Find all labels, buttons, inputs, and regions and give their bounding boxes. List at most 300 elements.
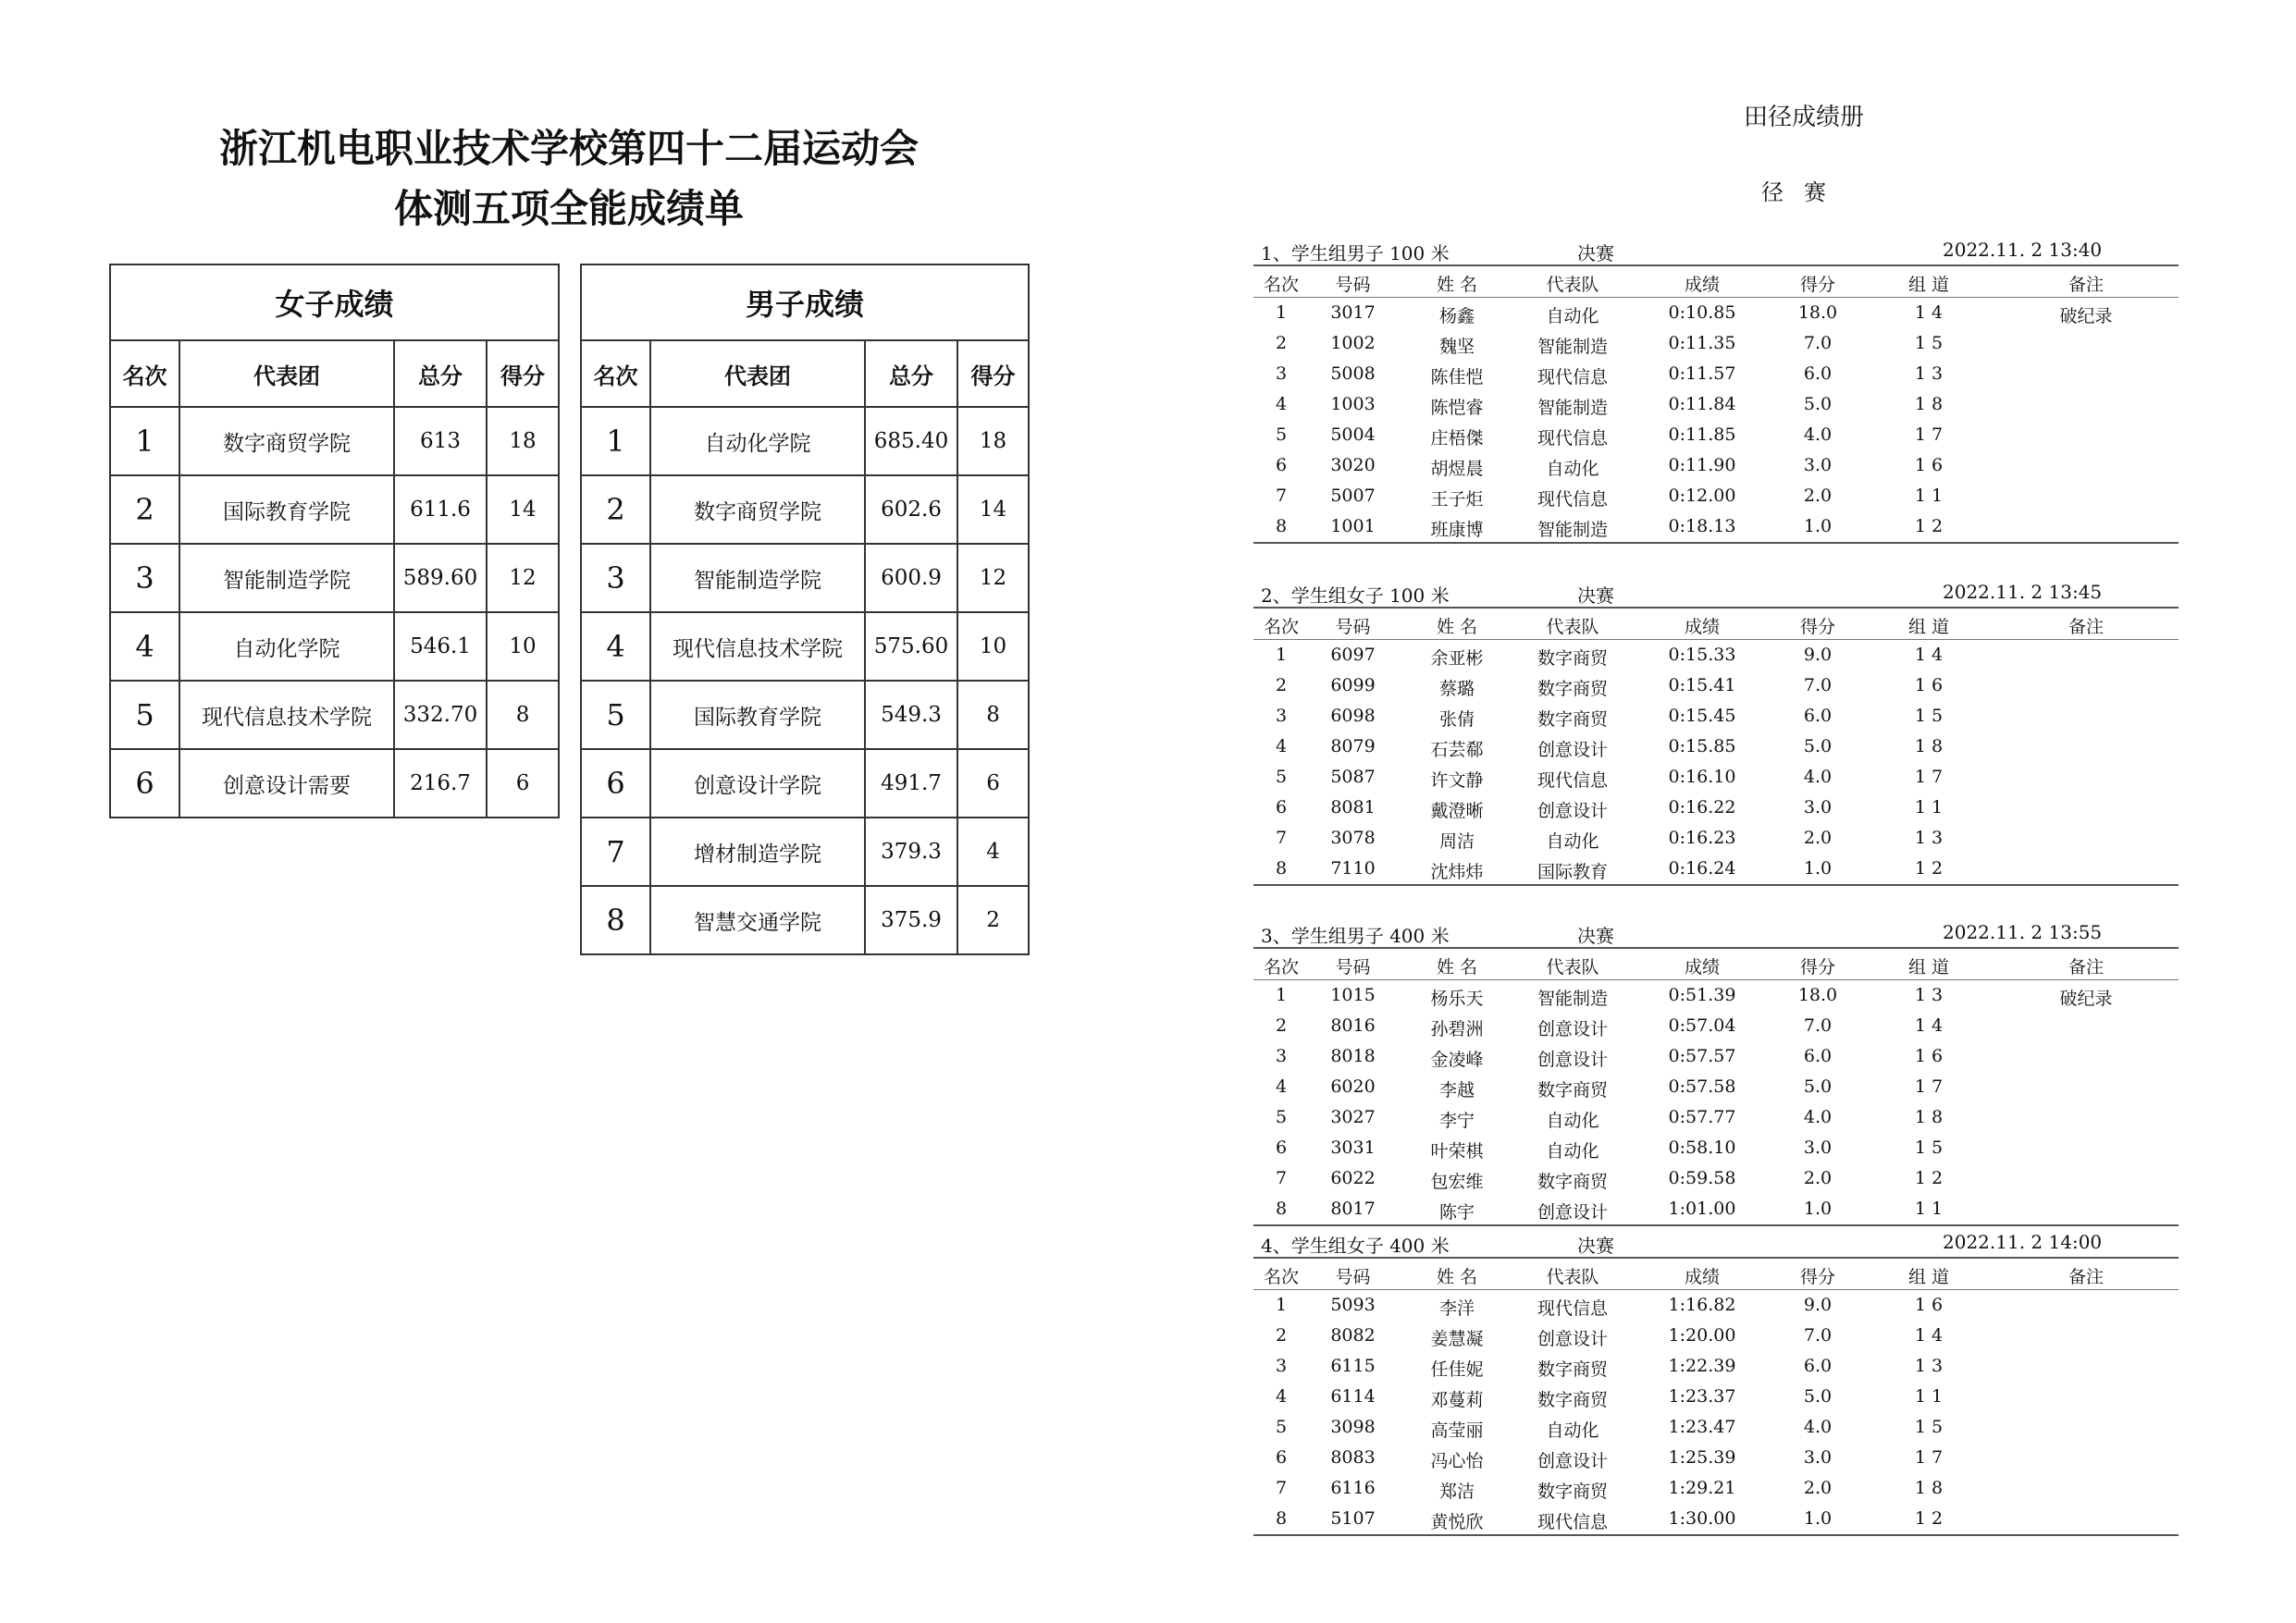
points: 3.0 [1803, 1447, 1833, 1468]
group-lane: 1 4 [1914, 1015, 1944, 1036]
rank: 6 [1275, 1447, 1288, 1468]
female-table-body [110, 407, 559, 818]
athlete-name: 李宁 [1438, 1111, 1475, 1131]
event-name: 1、学生组男子 100 米 [1261, 242, 1450, 264]
bib-number: 6020 [1330, 1076, 1376, 1097]
athlete-name: 庄梧傑 [1430, 428, 1484, 449]
points-cell: 10 [957, 612, 1029, 681]
team: 自动化 [1546, 1141, 1599, 1162]
header-team: 代表团 [179, 340, 394, 407]
points: 18.0 [1797, 985, 1838, 1005]
result-row [1253, 389, 2179, 420]
bib-number: 5004 [1330, 424, 1376, 445]
team: 创意设计 [1537, 1050, 1608, 1070]
col-number: 号码 [1335, 957, 1371, 977]
group-lane: 1 3 [1914, 828, 1944, 848]
group-lane: 1 5 [1914, 333, 1944, 353]
bib-number: 5087 [1330, 767, 1376, 787]
bib-number: 6099 [1330, 675, 1376, 695]
group-lane: 1 6 [1914, 455, 1944, 475]
header-total: 总分 [865, 340, 957, 407]
col-points: 得分 [1799, 617, 1835, 637]
rank-cell: 1 [581, 407, 650, 475]
team: 现代信息 [1537, 1512, 1608, 1532]
result: 0:57.58 [1668, 1076, 1736, 1097]
group-lane: 1 7 [1914, 424, 1944, 445]
col-group-lane: 组 道 [1907, 1267, 1950, 1287]
col-rank: 名次 [1263, 957, 1299, 977]
athlete-name: 张倩 [1438, 709, 1475, 730]
team: 智能制造 [1537, 398, 1608, 418]
bib-number: 6116 [1330, 1478, 1376, 1498]
result: 0:15.45 [1668, 706, 1736, 726]
points-cell: 12 [487, 544, 559, 612]
points: 7.0 [1803, 333, 1833, 353]
result: 0:15.85 [1668, 736, 1736, 756]
bib-number: 1015 [1330, 985, 1376, 1005]
col-name: 姓 名 [1436, 1267, 1478, 1287]
group-lane: 1 3 [1914, 363, 1944, 384]
points: 6.0 [1803, 1046, 1833, 1066]
team: 国际教育 [1537, 862, 1608, 882]
athlete-name: 班康博 [1430, 520, 1484, 540]
col-number: 号码 [1335, 617, 1371, 637]
result-row [1253, 762, 2179, 793]
bib-number: 6115 [1330, 1356, 1376, 1376]
points-cell: 18 [957, 407, 1029, 475]
result: 0:57.57 [1668, 1046, 1736, 1066]
result: 0:51.39 [1668, 985, 1736, 1005]
team: 创意设计 [1537, 740, 1608, 760]
athlete-name: 石芸郗 [1430, 740, 1484, 760]
bib-number: 3017 [1330, 302, 1376, 323]
table-row [581, 749, 1029, 818]
column-headers [1253, 609, 2179, 640]
result-row [1253, 1041, 2179, 1072]
rank: 1 [1275, 645, 1288, 665]
group-lane: 1 8 [1914, 1478, 1944, 1498]
athlete-name: 任佳妮 [1430, 1359, 1484, 1380]
team: 数字商贸 [1537, 1080, 1608, 1100]
athlete-name: 姜慧凝 [1430, 1329, 1484, 1349]
athlete-name: 杨鑫 [1438, 306, 1475, 326]
group-lane: 1 5 [1914, 706, 1944, 726]
bib-number: 3027 [1330, 1107, 1376, 1127]
event-block-4 [1253, 1227, 2179, 1536]
event-header [1253, 577, 2179, 607]
bib-number: 6097 [1330, 645, 1376, 665]
result-row [1253, 793, 2179, 823]
bib-number: 6114 [1330, 1386, 1376, 1407]
points: 2.0 [1803, 828, 1833, 848]
rank-cell: 8 [581, 886, 650, 954]
table-row [581, 681, 1029, 749]
team-cell: 国际教育学院 [179, 475, 394, 544]
divider [1253, 1224, 2179, 1226]
group-lane: 1 1 [1914, 1386, 1944, 1407]
team-cell: 创意设计需要 [179, 749, 394, 818]
results-book-title: 田径成绩册 [1743, 104, 1864, 131]
remark: 破纪录 [2059, 989, 2113, 1009]
col-remark: 备注 [2068, 957, 2104, 977]
result: 1:23.47 [1668, 1417, 1736, 1437]
group-lane: 1 1 [1914, 486, 1944, 506]
result-row [1253, 1382, 2179, 1412]
rank: 6 [1275, 1137, 1288, 1158]
points: 3.0 [1803, 1137, 1833, 1158]
result: 0:57.77 [1668, 1107, 1736, 1127]
team: 数字商贸 [1537, 648, 1608, 669]
result: 0:11.85 [1668, 424, 1736, 445]
group-lane: 1 2 [1914, 516, 1944, 536]
col-result: 成绩 [1684, 957, 1720, 977]
team: 自动化 [1546, 1111, 1599, 1131]
result-row [1253, 1412, 2179, 1443]
table-row [110, 749, 559, 818]
team-cell: 数字商贸学院 [650, 475, 865, 544]
points: 6.0 [1803, 363, 1833, 384]
team-cell: 创意设计学院 [650, 749, 865, 818]
result-row [1253, 328, 2179, 359]
rank-cell: 3 [110, 544, 179, 612]
event-stage: 决赛 [1577, 242, 1614, 264]
group-lane: 1 6 [1914, 675, 1944, 695]
team-cell: 智能制造学院 [650, 544, 865, 612]
result-row [1253, 359, 2179, 389]
result-row [1253, 670, 2179, 701]
athlete-name: 高莹丽 [1430, 1420, 1484, 1441]
points: 6.0 [1803, 706, 1833, 726]
group-lane: 1 3 [1914, 985, 1944, 1005]
bib-number: 8079 [1330, 736, 1376, 756]
team-cell: 智慧交通学院 [650, 886, 865, 954]
rank-cell: 6 [110, 749, 179, 818]
event-name: 2、学生组女子 100 米 [1261, 584, 1450, 607]
column-headers [1253, 949, 2179, 980]
team: 数字商贸 [1537, 1172, 1608, 1192]
rank: 5 [1275, 767, 1288, 787]
result: 0:16.23 [1668, 828, 1736, 848]
bib-number: 5107 [1330, 1508, 1376, 1529]
group-lane: 1 6 [1914, 1046, 1944, 1066]
bib-number: 7110 [1330, 858, 1376, 879]
points: 7.0 [1803, 675, 1833, 695]
col-remark: 备注 [2068, 275, 2104, 295]
col-points: 得分 [1799, 275, 1835, 295]
athlete-name: 金凌峰 [1430, 1050, 1484, 1070]
female-table-caption: 女子成绩 [110, 264, 559, 340]
bib-number: 6098 [1330, 706, 1376, 726]
points: 4.0 [1803, 767, 1833, 787]
col-team: 代表队 [1546, 617, 1599, 637]
result: 1:01.00 [1668, 1199, 1736, 1219]
event-datetime: 2022.11. 2 14:00 [1943, 1231, 2103, 1253]
group-lane: 1 5 [1914, 1417, 1944, 1437]
result-row [1253, 481, 2179, 511]
points: 5.0 [1803, 1386, 1833, 1407]
header-rank: 名次 [581, 340, 650, 407]
bib-number: 1001 [1330, 516, 1376, 536]
event-datetime: 2022.11. 2 13:40 [1943, 239, 2103, 261]
athlete-name: 陈宇 [1438, 1202, 1475, 1223]
points-cell: 6 [957, 749, 1029, 818]
col-points: 得分 [1799, 957, 1835, 977]
total-score-cell: 611.6 [394, 475, 487, 544]
rank: 6 [1275, 797, 1288, 818]
rank: 4 [1275, 394, 1288, 414]
col-remark: 备注 [2068, 617, 2104, 637]
athlete-name: 陈恺睿 [1430, 398, 1484, 418]
points-cell: 4 [957, 818, 1029, 886]
rank: 7 [1275, 1478, 1288, 1498]
athlete-name: 陈佳恺 [1430, 367, 1484, 387]
athlete-name: 王子炬 [1430, 489, 1484, 510]
header-points: 得分 [487, 340, 559, 407]
points: 1.0 [1803, 1508, 1833, 1529]
points: 1.0 [1803, 1199, 1833, 1219]
result-row [1253, 1072, 2179, 1102]
track-events-subtitle: 径赛 [1761, 179, 1846, 205]
bib-number: 3020 [1330, 455, 1376, 475]
result: 0:10.85 [1668, 302, 1736, 323]
result: 0:16.10 [1668, 767, 1736, 787]
result: 0:59.58 [1668, 1168, 1736, 1188]
rank-cell: 6 [581, 749, 650, 818]
points: 5.0 [1803, 736, 1833, 756]
rank: 8 [1275, 1199, 1288, 1219]
team: 自动化 [1546, 1420, 1599, 1441]
group-lane: 1 3 [1914, 1356, 1944, 1376]
column-headers [1253, 266, 2179, 298]
header-team: 代表团 [650, 340, 865, 407]
col-rank: 名次 [1263, 275, 1299, 295]
points: 2.0 [1803, 1168, 1833, 1188]
event-name: 4、学生组女子 400 米 [1261, 1235, 1450, 1257]
rank: 1 [1275, 302, 1288, 323]
team: 自动化 [1546, 459, 1599, 479]
athlete-name: 魏坚 [1438, 337, 1475, 357]
rank: 5 [1275, 1417, 1288, 1437]
group-lane: 1 8 [1914, 1107, 1944, 1127]
athlete-name: 蔡璐 [1438, 679, 1475, 699]
athlete-name: 戴澄晰 [1430, 801, 1484, 821]
result: 0:12.00 [1668, 486, 1736, 506]
bib-number: 8017 [1330, 1199, 1376, 1219]
bib-number: 3031 [1330, 1137, 1376, 1158]
points-cell: 14 [957, 475, 1029, 544]
team-cell: 国际教育学院 [650, 681, 865, 749]
rank: 4 [1275, 736, 1288, 756]
result-row [1253, 1443, 2179, 1473]
rank: 6 [1275, 455, 1288, 475]
col-result: 成绩 [1684, 275, 1720, 295]
group-lane: 1 7 [1914, 767, 1944, 787]
points-cell: 12 [957, 544, 1029, 612]
result: 1:29.21 [1668, 1478, 1736, 1498]
rank: 5 [1275, 424, 1288, 445]
rank: 4 [1275, 1386, 1288, 1407]
event-block-1 [1253, 235, 2179, 544]
group-lane: 1 2 [1914, 1508, 1944, 1529]
points: 4.0 [1803, 1417, 1833, 1437]
team-cell: 数字商贸学院 [179, 407, 394, 475]
rank: 4 [1275, 1076, 1288, 1097]
bib-number: 8082 [1330, 1325, 1376, 1346]
rank: 2 [1275, 1015, 1288, 1036]
points-cell: 18 [487, 407, 559, 475]
remark: 破纪录 [2059, 306, 2113, 326]
result-row [1253, 450, 2179, 481]
points: 1.0 [1803, 516, 1833, 536]
team: 创意设计 [1537, 1329, 1608, 1349]
points: 5.0 [1803, 394, 1833, 414]
rank: 3 [1275, 363, 1288, 384]
team: 现代信息 [1537, 428, 1608, 449]
athlete-name: 杨乐天 [1430, 989, 1484, 1009]
event-datetime: 2022.11. 2 13:55 [1943, 921, 2103, 943]
group-lane: 1 7 [1914, 1076, 1944, 1097]
col-rank: 名次 [1263, 617, 1299, 637]
page-subtitle: 体测五项全能成绩单 [393, 186, 744, 231]
table-row [581, 612, 1029, 681]
group-lane: 1 4 [1914, 302, 1944, 323]
points-cell: 6 [487, 749, 559, 818]
group-lane: 1 7 [1914, 1447, 1944, 1468]
points-cell: 14 [487, 475, 559, 544]
result-row [1253, 980, 2179, 1011]
event-name: 3、学生组男子 400 米 [1261, 925, 1450, 947]
team: 创意设计 [1537, 1451, 1608, 1471]
team: 自动化 [1546, 306, 1599, 326]
team-cell: 现代信息技术学院 [650, 612, 865, 681]
rank-cell: 7 [581, 818, 650, 886]
table-row [110, 544, 559, 612]
total-score-cell: 575.60 [865, 612, 957, 681]
athlete-name: 冯心怡 [1430, 1451, 1484, 1471]
result-row [1253, 854, 2179, 884]
col-team: 代表队 [1546, 1267, 1599, 1287]
rank: 7 [1275, 828, 1288, 848]
result: 0:18.13 [1668, 516, 1736, 536]
total-score-cell: 600.9 [865, 544, 957, 612]
result-row [1253, 1194, 2179, 1224]
result: 0:58.10 [1668, 1137, 1736, 1158]
divider [1253, 1534, 2179, 1536]
team: 现代信息 [1537, 489, 1608, 510]
event-header [1253, 1227, 2179, 1257]
team-cell: 现代信息技术学院 [179, 681, 394, 749]
group-lane: 1 2 [1914, 1168, 1944, 1188]
total-score-cell: 549.3 [865, 681, 957, 749]
result: 0:11.57 [1668, 363, 1736, 384]
group-lane: 1 2 [1914, 858, 1944, 879]
rank: 1 [1275, 985, 1288, 1005]
col-group-lane: 组 道 [1907, 617, 1950, 637]
divider [1253, 884, 2179, 886]
rank-cell: 4 [581, 612, 650, 681]
bib-number: 8081 [1330, 797, 1376, 818]
result-row [1253, 1133, 2179, 1163]
points: 18.0 [1797, 302, 1838, 323]
group-lane: 1 8 [1914, 736, 1944, 756]
col-name: 姓 名 [1436, 275, 1478, 295]
athlete-name: 邓蔓莉 [1430, 1390, 1484, 1410]
column-headers [1253, 1259, 2179, 1290]
rank: 7 [1275, 1168, 1288, 1188]
rank-cell: 2 [110, 475, 179, 544]
points: 9.0 [1803, 1295, 1833, 1315]
athlete-name: 黄悦欣 [1430, 1512, 1484, 1532]
rank-cell: 3 [581, 544, 650, 612]
bib-number: 1002 [1330, 333, 1376, 353]
total-score-cell: 589.60 [394, 544, 487, 612]
athlete-name: 余亚彬 [1430, 648, 1484, 669]
total-score-cell: 216.7 [394, 749, 487, 818]
rank: 7 [1275, 486, 1288, 506]
points: 2.0 [1803, 1478, 1833, 1498]
rank-cell: 5 [110, 681, 179, 749]
points: 1.0 [1803, 858, 1833, 879]
points-cell: 2 [957, 886, 1029, 954]
bib-number: 6022 [1330, 1168, 1376, 1188]
group-lane: 1 1 [1914, 1199, 1944, 1219]
team: 数字商贸 [1537, 1482, 1608, 1502]
event-block-2 [1253, 577, 2179, 886]
athlete-name: 郑洁 [1438, 1482, 1475, 1502]
rank: 3 [1275, 1046, 1288, 1066]
points: 9.0 [1803, 645, 1833, 665]
male-table-caption: 男子成绩 [581, 264, 1029, 340]
team-cell: 自动化学院 [179, 612, 394, 681]
result-row [1253, 298, 2179, 328]
result: 1:25.39 [1668, 1447, 1736, 1468]
points: 7.0 [1803, 1015, 1833, 1036]
result-row [1253, 1011, 2179, 1041]
col-result: 成绩 [1684, 1267, 1720, 1287]
event-stage: 决赛 [1577, 925, 1614, 947]
col-result: 成绩 [1684, 617, 1720, 637]
team-cell: 自动化学院 [650, 407, 865, 475]
team: 现代信息 [1537, 770, 1608, 791]
athlete-name: 周洁 [1438, 831, 1475, 852]
event-datetime: 2022.11. 2 13:45 [1943, 581, 2103, 603]
group-lane: 1 5 [1914, 1137, 1944, 1158]
result-row [1253, 640, 2179, 670]
col-number: 号码 [1335, 275, 1371, 295]
athlete-name: 包宏维 [1430, 1172, 1484, 1192]
result-row [1253, 701, 2179, 732]
col-group-lane: 组 道 [1907, 957, 1950, 977]
rank: 2 [1275, 333, 1288, 353]
rank: 5 [1275, 1107, 1288, 1127]
rank: 3 [1275, 706, 1288, 726]
rank: 2 [1275, 1325, 1288, 1346]
result: 1:20.00 [1668, 1325, 1736, 1346]
bib-number: 3078 [1330, 828, 1376, 848]
rank: 8 [1275, 1508, 1288, 1529]
total-score-cell: 332.70 [394, 681, 487, 749]
col-number: 号码 [1335, 1267, 1371, 1287]
result: 0:15.33 [1668, 645, 1736, 665]
result-row [1253, 732, 2179, 762]
team-cell: 增材制造学院 [650, 818, 865, 886]
bib-number: 3098 [1330, 1417, 1376, 1437]
total-score-cell: 613 [394, 407, 487, 475]
points-cell: 10 [487, 612, 559, 681]
col-rank: 名次 [1263, 1267, 1299, 1287]
team: 现代信息 [1537, 367, 1608, 387]
team: 智能制造 [1537, 520, 1608, 540]
